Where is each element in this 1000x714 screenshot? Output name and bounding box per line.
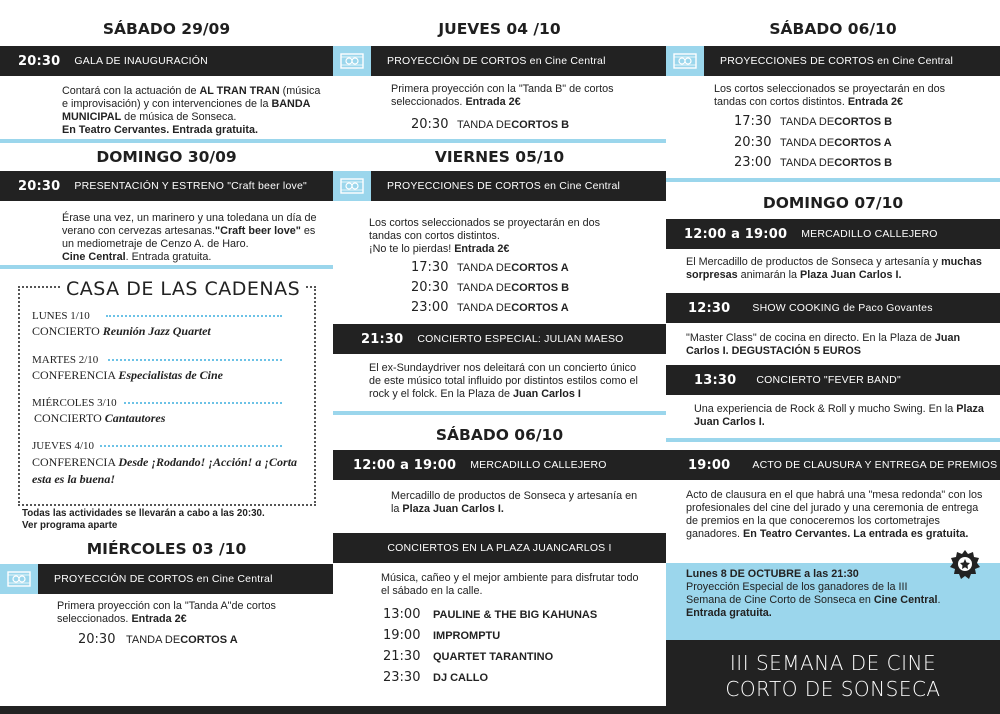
casa-entry: CONFERENCIA Especialistas de Cine (32, 368, 224, 382)
film-projector-icon (333, 171, 371, 201)
event-label: PRESENTACIÓN Y ESTRENO "Craft beer love" (74, 180, 307, 192)
screening-row: 23:00 TANDA DE CORTOS A (411, 300, 569, 315)
event-time: 21:30 (361, 331, 404, 347)
event-bar-concert (666, 365, 1000, 395)
event-bar-projections (666, 46, 1000, 76)
dotted-line (100, 445, 282, 447)
divider (666, 178, 1000, 182)
event-bar-presentation (0, 171, 333, 201)
day-heading: SÁBADO 29/09 (102, 20, 231, 38)
event-label: PROYECCIONES DE CORTOS en Cine Central (387, 180, 621, 192)
divider (0, 139, 333, 143)
event-label: CONCIERTO "FEVER BAND" (756, 374, 901, 386)
casa-entry-date: MARTES 2/10 (32, 354, 99, 366)
event-description: Primera proyección con la "Tanda A"de cortos seleccionados. Entrada 2€ (57, 600, 276, 625)
column-left (0, 0, 333, 714)
film-projector-icon (333, 46, 371, 76)
day-heading: MIÉRCOLES 03 /10 (86, 540, 247, 558)
event-description: Acto de clausura en el que habrá una "mesa redonda" con los profesionales del cine del jurado y una ceremonia de entrega de premios en la que conoceremos los cortometrajes ganadores. En Teatro Cervantes. La entrada es gratuita. (686, 489, 983, 540)
screening-row: 20:30 TANDA DE CORTOS B (411, 117, 570, 132)
concert-row: 19:00 IMPROMPTU (383, 628, 501, 643)
award-rosette-icon (948, 548, 982, 585)
event-description: Érase una vez, un marinero y una toledana un día de verano con cervezas artesanas."Craft beer love" es un mediometraje de Cenzo A. de Haro. Cine Central. Entrada gratuita. (62, 212, 317, 263)
event-bar-projections (333, 171, 666, 201)
divider (333, 411, 666, 415)
day-heading: SÁBADO 06/10 (769, 20, 897, 38)
dotted-line (124, 402, 282, 404)
event-description: Una experiencia de Rock & Roll y mucho Swing. En la Plaza Juan Carlos I. (694, 403, 984, 428)
event-label: PROYECCIONES DE CORTOS en Cine Central (720, 55, 954, 67)
event-description: Mercadillo de productos de Sonseca y artesanía en la Plaza Juan Carlos I. (391, 490, 638, 515)
event-time: 13:30 (694, 372, 737, 388)
screening-row: 20:30 TANDA DE CORTOS B (411, 280, 570, 295)
bottom-strip (0, 706, 666, 714)
casa-entry: CONCIERTO Cantautores (34, 411, 166, 425)
event-description: "Master Class" de cocina en directo. En la Plaza de Juan Carlos I. DEGUSTACIÓN 5 EUROS (686, 332, 961, 357)
casa-note: Todas las actividades se llevarán a cabo a las 20:30. (22, 508, 265, 519)
divider (0, 265, 333, 269)
event-bar-cooking (666, 293, 1000, 323)
concert-row: 13:00 PAULINE & THE BIG KAHUNAS (383, 607, 598, 622)
event-label: CONCIERTOS EN LA PLAZA JUANCARLOS I (387, 542, 612, 554)
event-description: Música, cañeo y el mejor ambiente para disfrutar todo el sábado en la calle. (381, 572, 639, 597)
festival-title-line: III SEMANA DE CINE (729, 651, 937, 675)
film-projector-icon (0, 564, 38, 594)
casa-entry: CONCIERTO Reunión Jazz Quartet (32, 324, 211, 338)
event-description: Los cortos seleccionados se proyectarán en dos tandas con cortos distintos. Entrada 2€ (714, 83, 946, 108)
casa-title: CASA DE LAS CADENAS (60, 278, 306, 300)
film-projector-icon (666, 46, 704, 76)
event-bar-concerts (333, 533, 666, 563)
screening-row: 20:30 TANDA DE CORTOS A (78, 632, 238, 647)
divider (666, 438, 1000, 442)
festival-title-banner (666, 640, 1000, 714)
event-label: GALA DE INAUGURACIÓN (74, 55, 208, 67)
day-heading: VIERNES 05/10 (434, 148, 565, 166)
event-time: 12:00 a 19:00 (353, 457, 457, 473)
screening-row: 20:30 TANDA DE CORTOS A (734, 135, 892, 150)
screening-row: 17:30 TANDA DE CORTOS A (411, 260, 569, 275)
event-time: 20:30 (18, 53, 61, 69)
event-bar-closing (666, 450, 1000, 480)
event-bar-market (333, 450, 666, 480)
event-description: Primera proyección con la "Tanda B" de cortos seleccionados. Entrada 2€ (391, 83, 614, 108)
event-description: Los cortos seleccionados se proyectarán en dos tandas con cortos distintos. ¡No te lo pierdas! Entrada 2€ (369, 217, 601, 255)
event-label: PROYECCIÓN DE CORTOS en Cine Central (387, 55, 606, 67)
event-bar-concert (333, 324, 666, 354)
event-time: 19:00 (688, 457, 731, 473)
day-heading: DOMINGO 07/10 (762, 194, 904, 212)
event-description: El ex-Sundaydriver nos deleitará con un concierto único de este músico total influido por distintos estilos como el rock y el folck. En la Plaza de Juan Carlos I (369, 362, 638, 400)
event-time: 12:00 a 19:00 (684, 226, 788, 242)
event-label: PROYECCIÓN DE CORTOS en Cine Central (54, 573, 273, 585)
special-screening-text: Lunes 8 DE OCTUBRE a las 21:30 Proyección Especial de los ganadores de la III Semana de Cine Corto de Sonseca en Cine Central. Entrada gratuita. (686, 568, 941, 619)
day-heading: SÁBADO 06/10 (435, 426, 564, 444)
event-label: MERCADILLO CALLEJERO (470, 459, 607, 471)
day-heading: JUEVES 04 /10 (438, 20, 561, 38)
casa-entry: CONFERENCIA Desde ¡Rodando! ¡Acción! a ¡Corta esta es la buena! (32, 455, 298, 486)
concert-row: 21:30 QUARTET TARANTINO (383, 649, 554, 664)
event-bar-projection (0, 564, 333, 594)
festival-title-line: CORTO DE SONSECA (725, 677, 941, 701)
divider (333, 139, 666, 143)
dotted-line (106, 315, 282, 317)
column-right (666, 0, 1000, 714)
event-description: El Mercadillo de productos de Sonseca y artesanía y muchas sorpresas animarán la Plaza Juan Carlos I. (686, 256, 982, 281)
casa-entry-date: JUEVES 4/10 (32, 440, 95, 452)
event-label: MERCADILLO CALLEJERO (801, 228, 938, 240)
concert-row: 23:30 DJ CALLO (383, 670, 488, 685)
event-bar-projection (333, 46, 666, 76)
casa-entry-date: LUNES 1/10 (32, 310, 90, 322)
day-heading: DOMINGO 30/09 (96, 148, 237, 166)
event-label: SHOW COOKING de Paco Govantes (752, 302, 933, 314)
screening-row: 23:00 TANDA DE CORTOS B (734, 155, 893, 170)
casa-note: Ver programa aparte (22, 520, 118, 531)
event-label: CONCIERTO ESPECIAL: JULIAN MAESO (417, 333, 624, 345)
event-label: ACTO DE CLAUSURA Y ENTREGA DE PREMIOS (752, 459, 998, 471)
dotted-line (108, 359, 282, 361)
event-time: 12:30 (688, 300, 731, 316)
column-middle (333, 0, 666, 714)
event-bar-gala (0, 46, 333, 76)
event-description: Contará con la actuación de AL TRAN TRAN (música e improvisación) y con intervenciones de la BANDA MUNICIPAL de música de Sonseca. En Teatro Cervantes. Entrada gratuita. (62, 85, 321, 136)
screening-row: 17:30 TANDA DE CORTOS B (734, 114, 893, 129)
event-bar-market (666, 219, 1000, 249)
casa-entry-date: MIÉRCOLES 3/10 (32, 397, 117, 409)
event-time: 20:30 (18, 178, 61, 194)
